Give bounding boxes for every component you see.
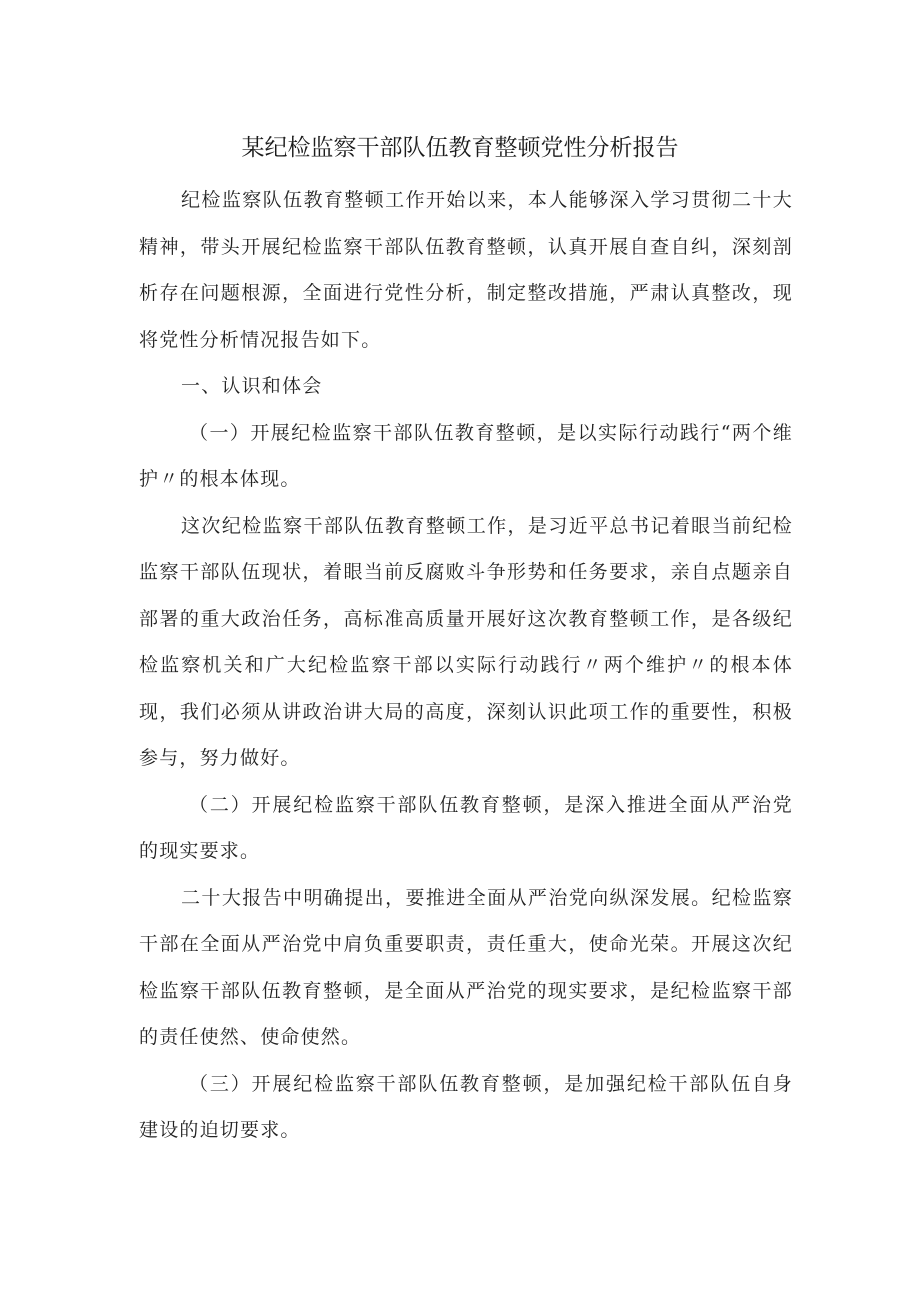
subsection-heading: （一）开展纪检监察干部队伍教育整顿，是以实际行动践行“两个维护〃的根本体现。 bbox=[139, 421, 793, 490]
section-heading: 一、认识和体会 bbox=[181, 375, 323, 397]
intro-paragraph: 纪检监察队伍教育整顿工作开始以来，本人能够深入学习贯彻二十大精神，带头开展纪检监察干部队伍教育整顿，认真开展自查自纠，深刻剖析存在问题根源，全面进行党性分析，制定整改措施，严肃认真整改，现将党性分析情况报告如下。 bbox=[139, 189, 793, 351]
document-body bbox=[139, 177, 793, 1154]
subsection-heading: （二）开展纪检监察干部队伍教育整顿，是深入推进全面从严治党的现实要求。 bbox=[139, 793, 793, 862]
document-title: 某纪检监察干部队伍教育整顿党性分析报告 bbox=[241, 135, 679, 161]
body-paragraph: 这次纪检监察干部队伍教育整顿工作，是习近平总书记着眼当前纪检监察干部队伍现状，着眼当前反腐败斗争形势和任务要求，亲自点题亲自部署的重大政治任务，高标准高质量开展好这次教育整顿工作，是各级纪检监察机关和广大纪检监察干部以实际行动践行〃两个维护〃的根本体现，我们必须从讲政治讲大局的高度，深刻认识此项工作的重要性，积极参与，努力做好。 bbox=[139, 514, 793, 769]
subsection-heading: （三）开展纪检监察干部队伍教育整顿，是加强纪检干部队伍自身建设的迫切要求。 bbox=[139, 1072, 793, 1141]
body-paragraph: 二十大报告中明确提出，要推进全面从严治党向纵深发展。纪检监察干部在全面从严治党中肩负重要职责，责任重大，使命光荣。开展这次纪检监察干部队伍教育整顿，是全面从严治党的现实要求，是纪检监察干部的责任使然、使命使然。 bbox=[139, 886, 793, 1048]
